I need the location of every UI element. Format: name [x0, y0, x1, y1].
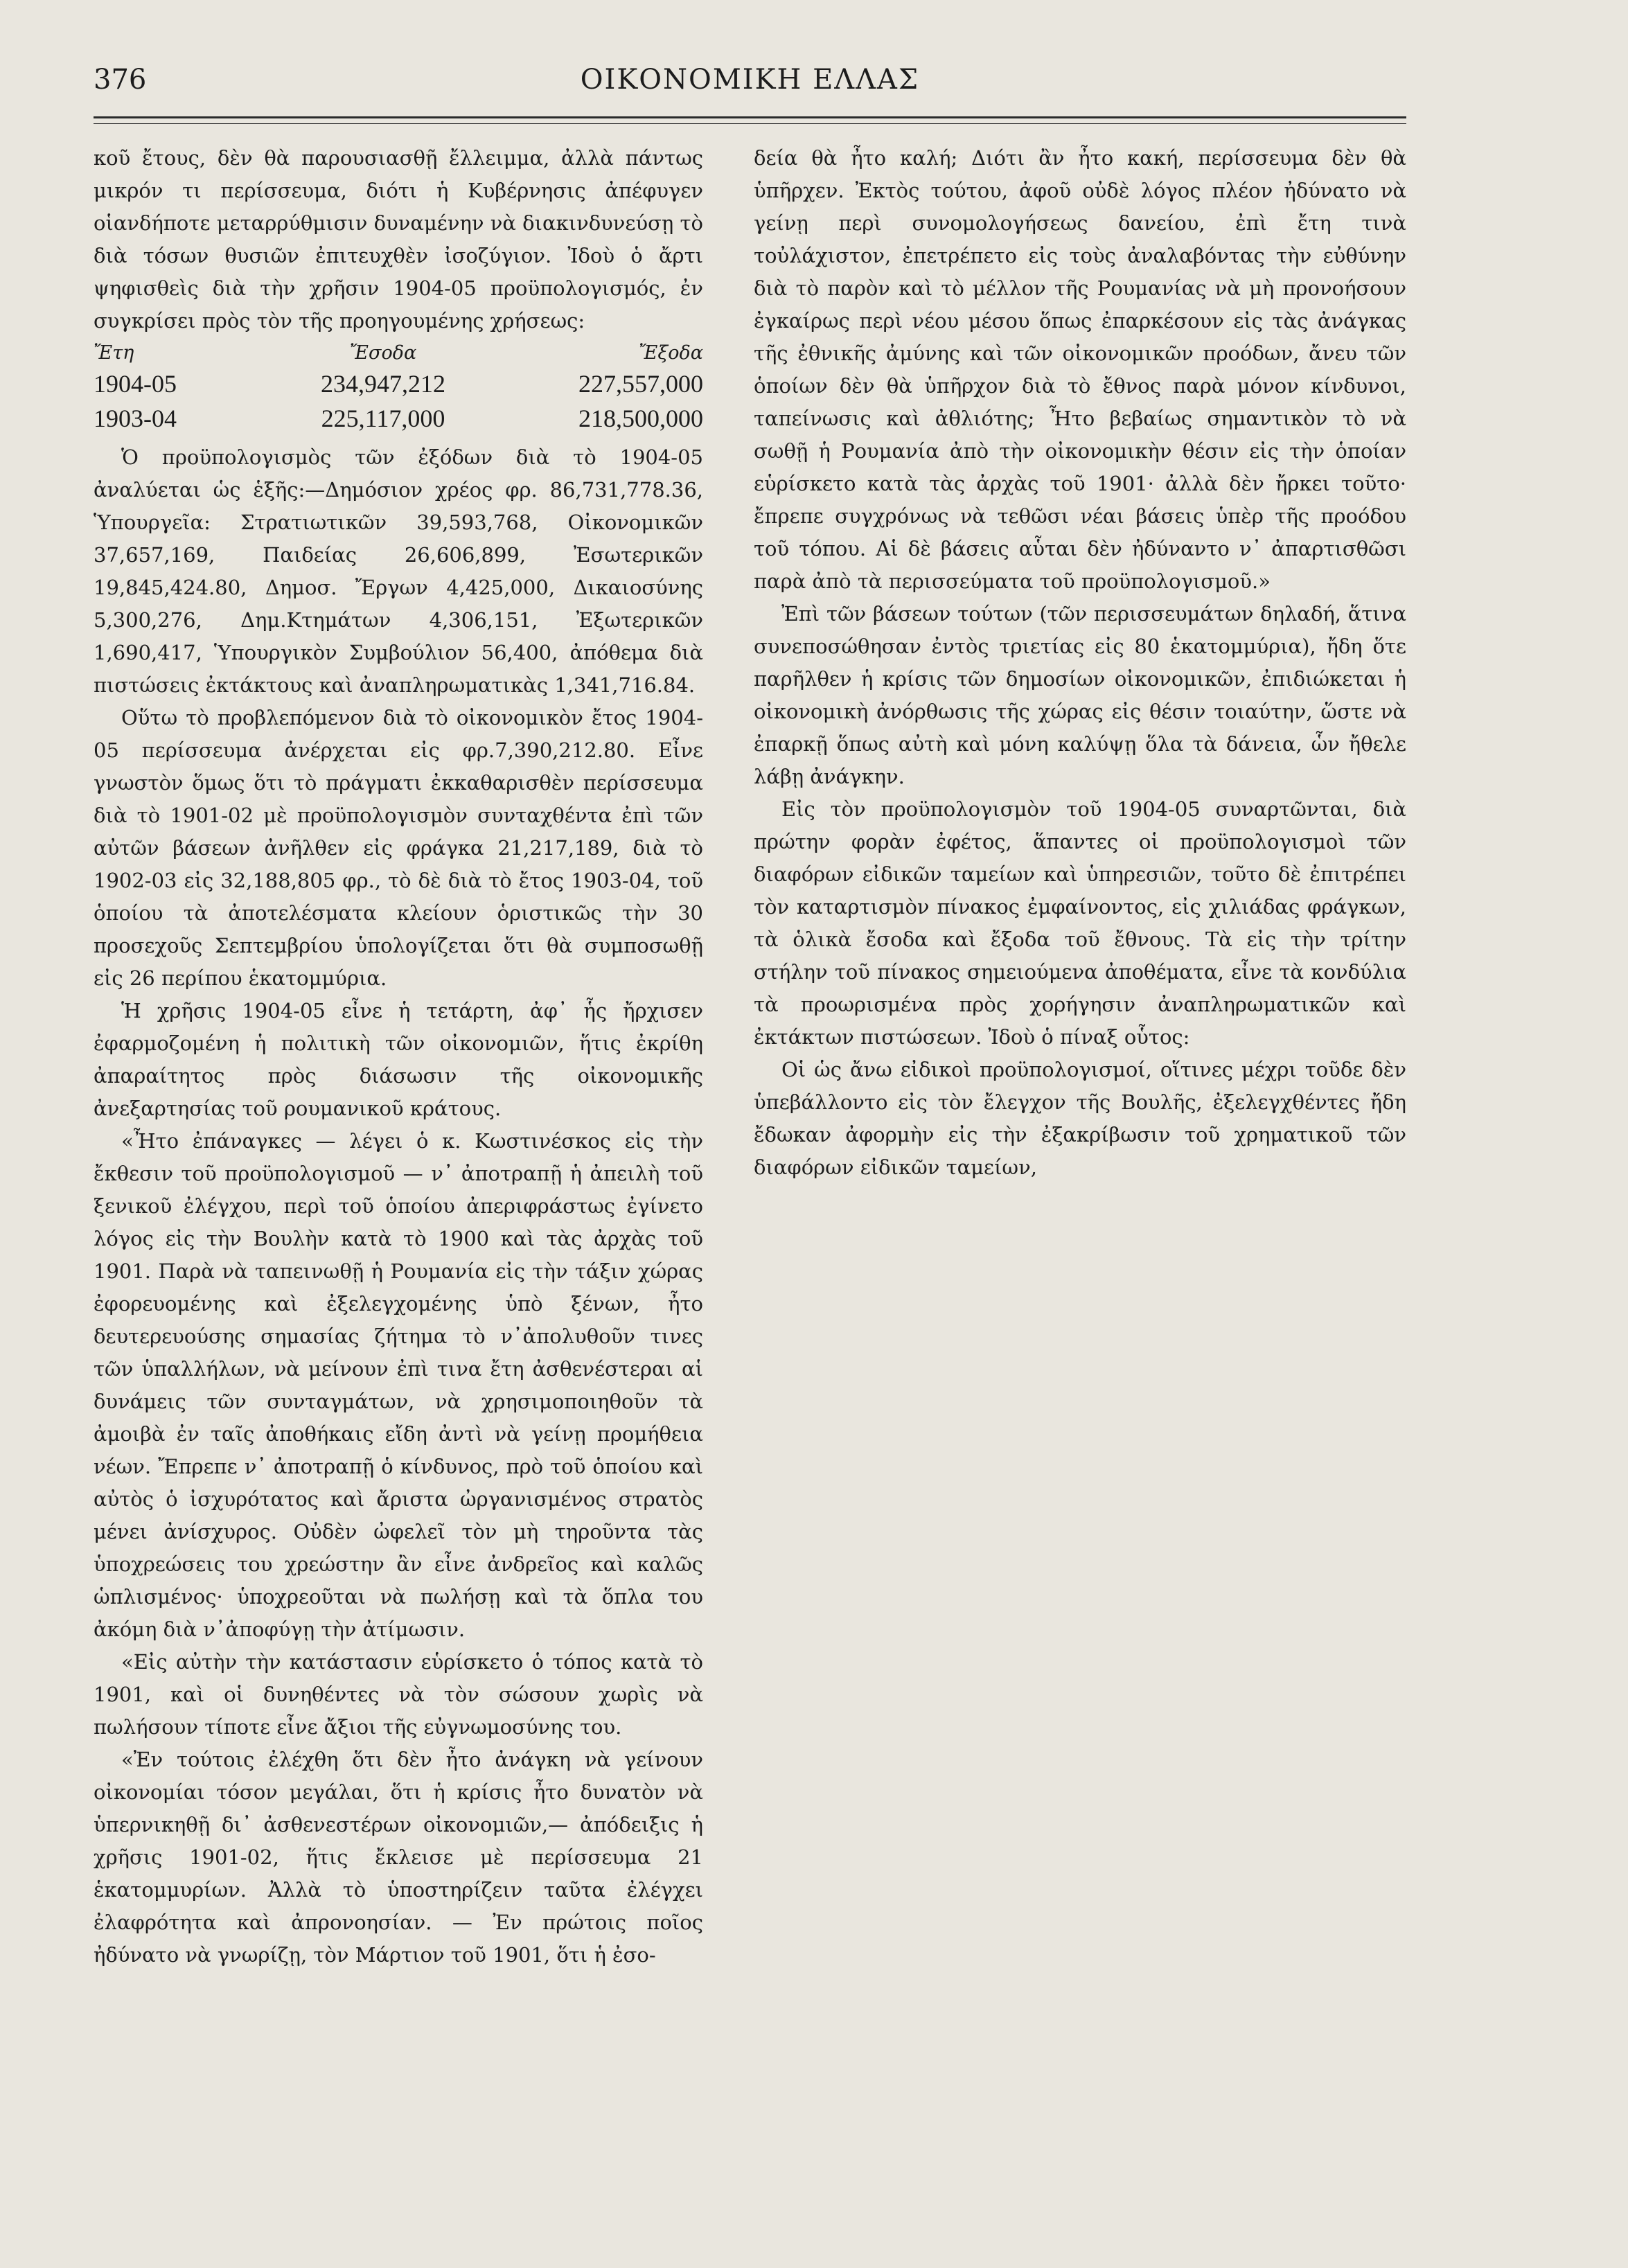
right-column [754, 142, 1406, 1184]
table-header-row [94, 340, 703, 366]
budget-comparison-table [94, 340, 703, 436]
paragraph: κοῦ ἔτους, δὲν θὰ παρουσιασθῇ ἔλλειμμα, ἀλλὰ πάντως μικρόν τι περίσσευμα, διότι ἡ Κυβέρνησις ἀπέφυγεν οἱανδήποτε μεταρρύθμισιν δυναμένην νὰ διακινδυνεύσῃ τὸ διὰ τόσων θυσιῶν ἐπιτευχθὲν ἰσοζύγιον. Ἰδοὺ ὁ ἄρτι ψηφισθεὶς διὰ τὴν χρῆσιν 1904-05 προϋπολογισμός, ἐν συγκρίσει πρὸς τὸν τῆς προηγουμένης χρήσεως: [94, 146, 703, 333]
left-column [94, 142, 703, 1972]
table-row [94, 401, 703, 436]
paragraph: Οἱ ὡς ἄνω εἰδικοὶ προϋπολογισμοί, οἵτινες μέχρι τοῦδε δὲν ὑπεβάλλοντο εἰς τὸν ἔλεγχον τῆς Βουλῆς, ἐξελεγχθέντες ἤδη ἔδωκαν ἀφορμὴν εἰς τὴν ἐξακρίβωσιν τοῦ χρηματικοῦ τῶν διαφόρων εἰδικῶν ταμείων, [754, 1058, 1406, 1179]
table-cell: 227,557,000 [578, 370, 703, 398]
column-header: Ἔτη [94, 342, 134, 364]
table-cell: 1903-04 [94, 405, 177, 432]
page-header [94, 64, 1406, 105]
paragraph: δεία θὰ ἦτο καλή; Διότι ἂν ἦτο κακή, περίσσευμα δὲν θὰ ὑπῆρχεν. Ἐκτὸς τούτου, ἀφοῦ οὐδὲ λόγος πλέον ἠδύνατο νὰ γείνῃ περὶ συνομολογήσεως δανείου, ἐπὶ ἔτη τινὰ τοὐλάχιστον, ἐπετρέπετο εἰς τοὺς ἀναλαβόντας τὴν εὐθύνην διὰ τὸ παρὸν καὶ τὸ μέλλον τῆς Ρουμανίας νὰ μὴ προνοήσουν ἐγκαίρως περὶ νέου μέσου ὅπως ἐπαρκέσουν εἰς τὰς ἀνάγκας τῆς ἐθνικῆς ἀμύνης καὶ τῶν οἰκονομικῶν προόδων, ἄνευ τῶν ὁποίων δὲν θὰ ὑπῆρχον διὰ τὸ ἔθνος παρὰ μόνον κίνδυνοι, ταπείνωσις καὶ ἀθλιότης; Ἦτο βεβαίως σημαντικὸν τὸ νὰ σωθῇ ἡ Ρουμανία ἀπὸ τὴν οἰκονομικὴν θέσιν εἰς τὴν ὁποίαν εὑρίσκετο κατὰ τὰς ἀρχὰς τοῦ 1901· ἀλλὰ δὲν ἤρκει τοῦτο· ἔπρεπε συγχρόνως νὰ τεθῶσι νέαι βάσεις ὑπὲρ τῆς προόδου τοῦ τόπου. Αἱ δὲ βάσεις αὗται δὲν ἠδύναντο ν᾽ ἀπαρτισθῶσι παρὰ ἀπὸ τὰ περισσεύματα τοῦ προϋπολογισμοῦ.» [754, 146, 1406, 593]
paragraph: Ὁ προϋπολογισμὸς τῶν ἐξόδων διὰ τὸ 1904-05 ἀναλύεται ὡς ἑξῆς:—Δημόσιον χρέος φρ. 86,731,778.36, Ὑπουργεῖα: Στρατιωτικῶν 39,593,768, Οἰκονομικῶν 37,657,169, Παιδείας 26,606,899, Ἐσωτερικῶν 19,845,424.80, Δημοσ. Ἔργων 4,425,000, Δικαιοσύνης 5,300,276, Δημ.Κτημάτων 4,306,151, Ἐξωτερικῶν 1,690,417, Ὑπουργικὸν Συμβούλιον 56,400, ἀπόθεμα διὰ πιστώσεις ἐκτάκτους καὶ ἀναπληρωματικὰς 1,341,716.84. [94, 445, 703, 697]
table-cell: 225,117,000 [321, 405, 445, 432]
paragraph: Εἰς τὸν προϋπολογισμὸν τοῦ 1904-05 συναρτῶνται, διὰ πρώτην φορὰν ἐφέτος, ἅπαντες οἱ προϋπολογισμοὶ τῶν διαφόρων εἰδικῶν ταμείων καὶ ὑπηρεσιῶν, τοῦτο δὲ ἐπιτρέπει τὸν καταρτισμὸν πίνακος ἐμφαίνοντος, εἰς χιλιάδας φράγκων, τὰ ὁλικὰ ἔσοδα καὶ ἔξοδα τοῦ ἔθνους. Τὰ εἰς τὴν τρίτην στήλην τοῦ πίνακος σημειούμενα ἀποθέματα, εἶνε τὰ κονδύλια τὰ προωρισμένα πρὸς χορήγησιν ἀναπληρωματικῶν καὶ ἐκτάκτων πιστώσεων. Ἰδοὺ ὁ πίναξ οὗτος: [754, 797, 1406, 1049]
column-header: Ἔσοδα [349, 342, 417, 364]
paragraph: «Ἐν τούτοις ἐλέχθη ὅτι δὲν ἦτο ἀνάγκη νὰ γείνουν οἰκονομίαι τόσον μεγάλαι, ὅτι ἡ κρίσις ἦτο δυνατὸν νὰ ὑπερνικηθῇ δι᾽ ἀσθενεστέρων οἰκονομιῶν,— ἀπόδειξις ἡ χρῆσις 1901-02, ἥτις ἔκλεισε μὲ περίσσευμα 21 ἑκατομμυρίων. Ἀλλὰ τὸ ὑποστηρίζειν ταῦτα ἐλέγχει ἐλαφρότητα καὶ ἀπρονοησίαν. — Ἐν πρώτοις ποῖος ἠδύνατο νὰ γνωρίζῃ, τὸν Μάρτιον τοῦ 1901, ὅτι ἡ ἐσο- [94, 1748, 703, 1967]
page-number: 376 [94, 64, 147, 96]
table-row [94, 366, 703, 401]
paragraph: «Εἰς αὐτὴν τὴν κατάστασιν εὑρίσκετο ὁ τόπος κατὰ τὸ 1901, καὶ οἱ δυνηθέντες νὰ τὸν σώσουν χωρὶς νὰ πωλήσουν τίποτε εἶνε ἄξιοι τῆς εὐγνωμοσύνης του. [94, 1650, 703, 1739]
table-cell: 234,947,212 [321, 370, 445, 398]
running-title: ΟΙΚΟΝΟΜΙΚΗ ΕΛΛΑΣ [580, 64, 920, 96]
table-cell: 1904-05 [94, 370, 177, 398]
paragraph: Ἡ χρῆσις 1904-05 εἶνε ἡ τετάρτη, ἀφ᾽ ἧς ἤρχισεν ἐφαρμοζομένη ἡ πολιτικὴ τῶν οἰκονομιῶν, ἥτις ἐκρίθη ἀπαραίτητος πρὸς διάσωσιν τῆς οἰκονομικῆς ἀνεξαρτησίας τοῦ ρουμανικοῦ κράτους. [94, 999, 703, 1120]
table-cell: 218,500,000 [578, 405, 703, 432]
column-header: Ἔξοδα [639, 342, 703, 364]
header-rule-thin [94, 123, 1406, 124]
paragraph: Ἐπὶ τῶν βάσεων τούτων (τῶν περισσευμάτων δηλαδή, ἅτινα συνεποσώθησαν ἐντὸς τριετίας εἰς 80 ἑκατομμύρια), ἤδη ὅτε παρῆλθεν ἡ κρίσις τῶν δημοσίων οἰκονομικῶν, ἐπιδιώκεται ἡ οἰκονομικὴ ἀνόρθωσις τῆς χώρας εἰς θέσιν τοιαύτην, ὥστε νὰ ἐπαρκῇ ὅπως αὐτὴ καὶ μόνη καλύψῃ ὅλα τὰ δάνεια, ὧν ἤθελε λάβῃ ἀνάγκην. [754, 602, 1406, 788]
paragraph: Οὕτω τὸ προβλεπόμενον διὰ τὸ οἰκονομικὸν ἔτος 1904-05 περίσσευμα ἀνέρχεται εἰς φρ.7,390,212.80. Εἶνε γνωστὸν ὅμως ὅτι τὸ πράγματι ἐκκαθαρισθὲν περίσσευμα διὰ τὸ 1901-02 μὲ προϋπολογισμὸν συνταχθέντα ἐπὶ τῶν αὐτῶν βάσεων ἀνῆλθεν εἰς φράγκα 21,217,189, διὰ τὸ 1902-03 εἰς 32,188,805 φρ., τὸ δὲ διὰ τὸ ἔτος 1903-04, τοῦ ὁποίου τὰ ἀποτελέσματα κλείουν ὁριστικῶς τὴν 30 προσεχοῦς Σεπτεμβρίου ὑπολογίζεται ὅτι θὰ συμποσωθῇ εἰς 26 περίπου ἑκατομμύρια. [94, 706, 703, 990]
header-rule [94, 116, 1406, 118]
paragraph: «Ἦτο ἐπάναγκες — λέγει ὁ κ. Κωστινέσκος εἰς τὴν ἔκθεσιν τοῦ προϋπολογισμοῦ — ν᾽ ἀποτραπῇ ἡ ἀπειλὴ τοῦ ξενικοῦ ἐλέγχου, περὶ τοῦ ὁποίου ἀπεριφράστως ἐγίνετο λόγος εἰς τὴν Βουλὴν κατὰ τὸ 1900 καὶ τὰς ἀρχὰς τοῦ 1901. Παρὰ νὰ ταπεινωθῇ ἡ Ρουμανία εἰς τὴν τάξιν χώρας ἐφορευομένης καὶ ἐξελεγχομένης ὑπὸ ξένων, ἦτο δευτερευούσης σημασίας ζήτημα τὸ ν᾽ἀπολυθοῦν τινες τῶν ὑπαλλήλων, νὰ μείνουν ἐπὶ τινα ἔτη ἀσθενέστεραι αἱ δυνάμεις τῶν συνταγμάτων, νὰ χρησιμοποιηθοῦν τὰ ἀμοιβὰ ἐν ταῖς ἀποθήκαις εἴδη ἀντὶ νὰ γείνῃ προμήθεια νέων. Ἔπρεπε ν᾽ ἀποτραπῇ ὁ κίνδυνος, πρὸ τοῦ ὁποίου καὶ αὐτὸς ὁ ἰσχυρότατος καὶ ἄριστα ὠργανισμένος στρατὸς μένει ἀνίσχυρος. Οὐδὲν ὠφελεῖ τὸν μὴ τηροῦντα τὰς ὑποχρεώσεις του χρεώστην ἂν εἶνε ἀνδρεῖος καὶ καλῶς ὡπλισμένος· ὑποχρεοῦται νὰ πωλήσῃ καὶ τὰ ὅπλα του ἀκόμη διὰ ν᾽ἀποφύγῃ τὴν ἀτίμωσιν. [94, 1129, 703, 1641]
